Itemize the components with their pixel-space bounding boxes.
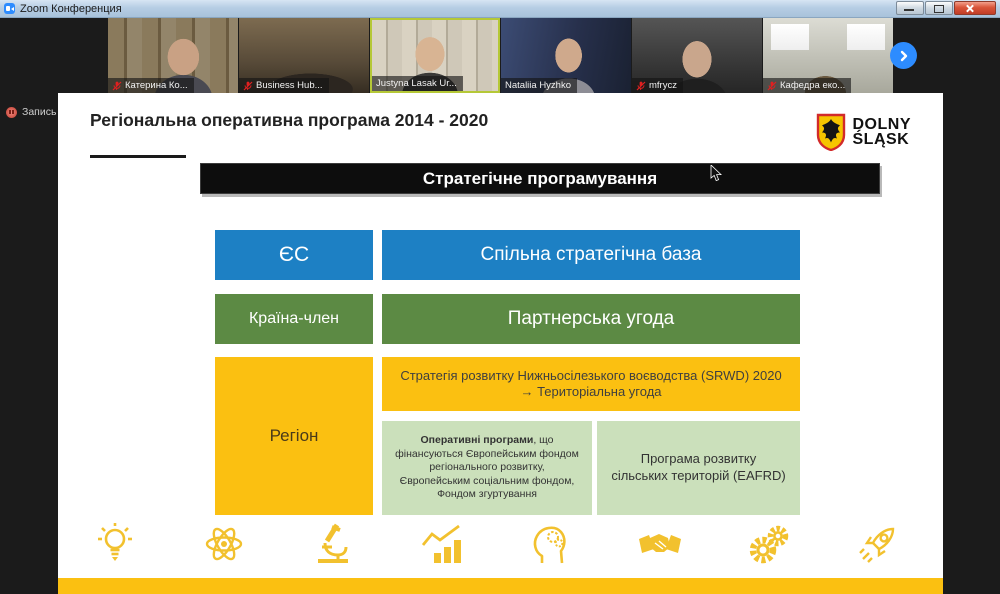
gears-icon [746,521,792,567]
participant-name-tag: mfrycz [632,78,683,93]
diagram-box-operational-programs: Оперативні програми, що фінансуються Європейським фондом регіонального розвитку, Європейським соціальним фондом, Фондом згуртування [382,421,592,515]
title-underline [90,155,186,158]
participant-strip [108,18,893,93]
diagram-box-member-state: Країна-член [215,294,373,344]
section-banner: Стратегічне програмування [200,163,880,194]
participant-name-tag: Nataliia Hyzhko [501,78,577,93]
participant-video[interactable] [501,18,631,93]
muted-mic-icon [767,81,777,91]
participant-video-active-speaker[interactable] [370,18,500,93]
diagram-box-common-strategic-base: Спільна стратегічна база [382,230,800,280]
diagram-box-eu: ЄС [215,230,373,280]
participant-video[interactable] [632,18,762,93]
participant-video[interactable] [108,18,238,93]
mouse-cursor-icon [710,165,723,183]
diagram-box-rural-development: Програма розвитку сільських територій (EAFRD) [597,421,800,515]
rocket-icon [855,521,901,567]
diagram-box-region: Регіон [215,357,373,515]
recording-indicator [6,106,56,118]
growth-chart-icon [419,521,465,567]
minimize-button[interactable] [896,1,924,15]
minimize-icon [904,9,914,11]
participant-video[interactable] [239,18,369,93]
footer-icons-row [92,521,901,567]
maximize-button[interactable] [925,1,953,15]
lightbulb-icon [92,521,138,567]
muted-mic-icon [636,81,646,91]
next-participants-button[interactable] [890,42,917,69]
window-titlebar[interactable] [0,0,1000,18]
recording-icon [6,107,17,118]
chevron-right-icon [897,49,911,63]
participant-name-tag: Business Hub... [239,78,329,93]
muted-mic-icon [112,81,122,91]
dolny-slask-logo [816,113,912,151]
logo-text: DOLNY ŚLĄSK [852,115,911,148]
zoom-app-icon [4,3,15,14]
handshake-icon [637,521,683,567]
participant-name-tag: Кафедра еко... [763,78,851,93]
microscope-icon [310,521,356,567]
maximize-icon [934,5,944,13]
lower-silesia-crest-icon [816,113,846,151]
recording-label: Запись [22,106,57,118]
window-title: Zoom Конференция [20,2,122,15]
muted-mic-icon [243,81,253,91]
diagram-box-srwd-strategy: Стратегія розвитку Нижньосілезького воєводства (SRWD) 2020 → Територіальна угода [382,357,800,411]
head-gears-icon [528,521,574,567]
participant-video[interactable] [763,18,893,93]
atom-icon [201,521,247,567]
close-button[interactable] [954,1,996,15]
participant-name-tag: Катерина Ко... [108,78,194,93]
diagram-box-partnership-agreement: Партнерська угода [382,294,800,344]
participant-name-tag: Justyna Lasak Ur... [372,76,463,91]
shared-slide [58,93,943,594]
slide-bottom-accent-bar [58,578,943,594]
slide-title: Регіональна оперативна програма 2014 - 2020 [90,110,489,130]
